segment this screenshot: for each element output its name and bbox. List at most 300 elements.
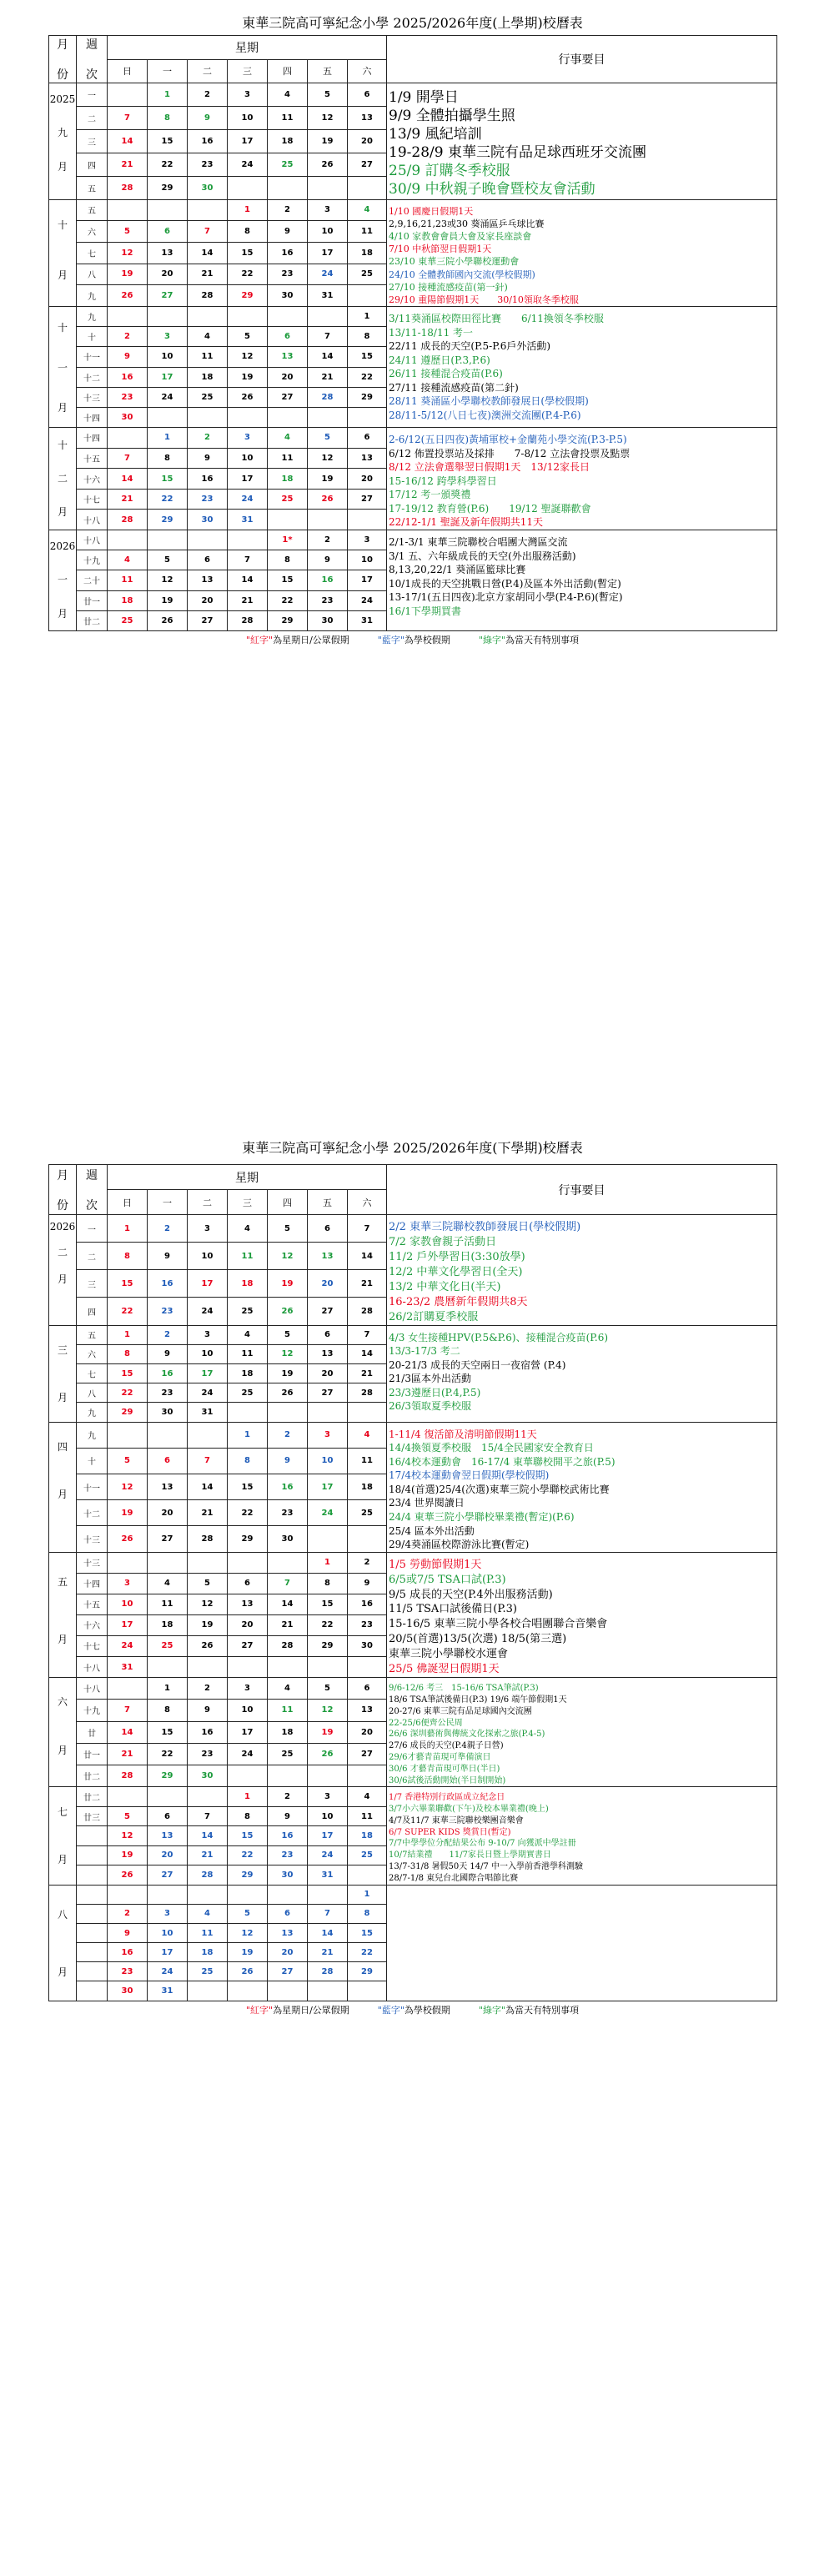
date-cell: 2: [188, 83, 228, 107]
date-cell: [348, 1526, 387, 1552]
week-row: [49, 1552, 777, 1573]
date-cell: 28: [188, 1865, 228, 1886]
date-cell: 17: [308, 242, 348, 264]
month-label-stack: [49, 530, 76, 630]
week-number: 三: [77, 1270, 108, 1298]
month-label: [49, 1422, 77, 1552]
color-legend: [48, 633, 776, 646]
date-cell: 7: [228, 550, 268, 570]
event-item: 30/6試後活動開始(半日制開始): [389, 1775, 506, 1785]
date-cell: 17: [228, 469, 268, 490]
month-label: [49, 1325, 77, 1422]
date-cell: 12: [188, 1594, 228, 1614]
date-cell: 7: [108, 1700, 148, 1721]
date-cell: 11: [188, 1923, 228, 1942]
event-item: 22/12-1/1 聖誕及新年假期共11天: [389, 516, 544, 529]
date-cell: 1: [108, 1215, 148, 1243]
date-cell: 14: [108, 1721, 148, 1743]
calendar-title: 東華三院高可寧紀念小學 2025/2026年度(下學期)校曆表: [242, 1140, 583, 1156]
month-label: [49, 1885, 77, 2001]
date-cell: 22: [348, 1943, 387, 1962]
date-cell: 6: [148, 1448, 188, 1474]
date-cell: 7: [108, 448, 148, 469]
date-cell: 24: [188, 1383, 228, 1403]
date-cell: 2: [268, 199, 308, 221]
month-label-stack: [49, 1678, 76, 1774]
date-cell: 14: [188, 242, 228, 264]
date-cell: [228, 176, 268, 199]
date-cell: 10: [228, 106, 268, 129]
month-label-part: 十: [57, 321, 68, 334]
date-cell: 22: [228, 264, 268, 285]
event-item: 26/2訂購夏季校服: [389, 1310, 479, 1323]
header-row: [49, 1165, 777, 1190]
date-cell: [308, 1403, 348, 1422]
event-item: 27/6 成長的天空(P.4親子日營): [389, 1741, 504, 1751]
week-number: 十七: [77, 1635, 108, 1656]
date-cell: 3: [188, 1325, 228, 1344]
date-cell: 22: [268, 590, 308, 610]
date-cell: 3: [308, 1787, 348, 1806]
event-item: 13/7-31/8 暑假50天 14/7 中一入學前香港學科測驗: [389, 1862, 584, 1872]
week-number: [77, 1885, 108, 1904]
event-item: 17/4校本運動會翌日假期(學校假期): [389, 1469, 550, 1482]
date-cell: 1: [148, 1678, 188, 1700]
date-cell: 1: [148, 83, 188, 107]
date-cell: 5: [228, 327, 268, 347]
date-cell: 2: [268, 1787, 308, 1806]
event-item: 29/10 重陽節假期1天 30/10領取冬季校服: [389, 294, 579, 305]
event-item: 27/11 接種流感疫苗(第二針): [389, 381, 519, 394]
date-cell: 25: [348, 264, 387, 285]
date-cell: 18: [268, 1721, 308, 1743]
weekday-header: 四: [268, 1190, 308, 1215]
date-cell: 27: [148, 1865, 188, 1886]
date-cell: [188, 1422, 228, 1448]
month-label-part: 五: [57, 1575, 68, 1588]
date-cell: 14: [188, 1826, 228, 1845]
event-item: 東華三院小學聯校水運會: [389, 1648, 509, 1661]
date-cell: 9: [108, 1923, 148, 1942]
week-number: 十三: [77, 1552, 108, 1573]
date-cell: 26: [308, 1743, 348, 1765]
date-cell: 7: [348, 1215, 387, 1243]
month-label-stack: [49, 1215, 76, 1292]
date-cell: 30: [188, 1765, 228, 1787]
week-header: 週 次: [77, 1165, 108, 1215]
date-cell: 26: [108, 1526, 148, 1552]
date-cell: [108, 83, 148, 107]
date-cell: [348, 1657, 387, 1678]
date-cell: 5: [188, 1573, 228, 1594]
date-cell: 27: [148, 285, 188, 307]
weekday-header: 日: [108, 59, 148, 83]
legend-green-mark: "綠字": [478, 635, 506, 645]
date-cell: 4: [188, 1904, 228, 1923]
date-cell: 24: [228, 1743, 268, 1765]
date-cell: 17: [228, 1721, 268, 1743]
weekday-header: 一: [148, 1190, 188, 1215]
date-cell: [228, 307, 268, 327]
header-row: [49, 36, 777, 60]
date-cell: 25: [188, 1962, 228, 1981]
week-row: [49, 1422, 777, 1448]
date-cell: [108, 428, 148, 449]
date-cell: 5: [108, 1806, 148, 1825]
date-cell: [268, 307, 308, 327]
month-label-stack: [49, 1326, 76, 1422]
date-cell: [308, 1765, 348, 1787]
date-cell: 2: [308, 530, 348, 550]
date-cell: 23: [348, 1614, 387, 1635]
date-cell: 12: [108, 1474, 148, 1499]
date-cell: 28: [188, 1526, 228, 1552]
date-cell: 25: [108, 610, 148, 630]
date-cell: 7: [268, 1573, 308, 1594]
event-item: 1/10 國慶日假期1天: [389, 205, 474, 217]
date-cell: 25: [228, 1383, 268, 1403]
week-number: 五: [77, 176, 108, 199]
date-cell: 11: [348, 1448, 387, 1474]
month-label: [49, 1215, 77, 1326]
date-cell: 8: [228, 1806, 268, 1825]
date-cell: 29: [348, 1962, 387, 1981]
date-cell: 30: [148, 1403, 188, 1422]
date-cell: 12: [228, 347, 268, 367]
date-cell: 28: [108, 176, 148, 199]
month-events: [387, 83, 777, 200]
date-cell: 9: [348, 1573, 387, 1594]
date-cell: 22: [228, 1845, 268, 1865]
date-cell: 27: [308, 1383, 348, 1403]
date-cell: 14: [228, 570, 268, 590]
date-cell: 19: [108, 264, 148, 285]
event-item: 2,9,16,21,23或30 葵涌區乒乓球比賽: [389, 218, 545, 229]
date-cell: [148, 307, 188, 327]
legend-red-text: 為星期日/公眾假期: [273, 635, 349, 645]
date-cell: [308, 1981, 348, 2001]
month-label-part: 月: [57, 161, 68, 173]
calendar-table: [48, 1164, 777, 2001]
date-cell: 18: [188, 1943, 228, 1962]
date-cell: 2: [108, 327, 148, 347]
week-number: 十六: [77, 469, 108, 490]
month-label-stack: [49, 428, 76, 528]
date-cell: 30: [108, 407, 148, 427]
event-item: 16/1下學期買書: [389, 605, 461, 617]
week-number: 十五: [77, 1594, 108, 1614]
date-cell: 25: [268, 489, 308, 510]
week-number: [77, 1904, 108, 1923]
date-cell: 9: [108, 347, 148, 367]
date-cell: 23: [268, 1500, 308, 1526]
date-cell: 3: [148, 327, 188, 347]
date-cell: 1: [108, 1325, 148, 1344]
date-cell: 8: [108, 1344, 148, 1363]
month-events: [387, 1885, 777, 2001]
date-cell: 15: [228, 242, 268, 264]
event-item: 11/2 戶外學習日(3:30放學): [389, 1250, 525, 1263]
color-legend: [48, 2003, 776, 2016]
date-cell: 31: [348, 610, 387, 630]
date-cell: 14: [348, 1344, 387, 1363]
date-cell: [268, 407, 308, 427]
date-cell: 14: [308, 347, 348, 367]
week-number: 廿: [77, 1721, 108, 1743]
date-cell: [228, 530, 268, 550]
date-cell: [268, 1885, 308, 1904]
week-row: [49, 1678, 777, 1700]
date-cell: 30: [268, 1865, 308, 1886]
event-item: 10/7結業禮 11/7家長日暨上學期實書日: [389, 1850, 551, 1860]
weekday-group-header: 星期: [108, 36, 387, 60]
event-item: 2/2 東華三院聯校教師發展日(學校假期): [389, 1221, 581, 1233]
event-item: 13/3-17/3 考二: [389, 1345, 460, 1358]
date-cell: [188, 199, 228, 221]
week-number: 十七: [77, 489, 108, 510]
event-item: 2/1-3/1 東華三院聯校合唱團大灣區交流: [389, 536, 568, 548]
date-cell: 20: [308, 1363, 348, 1383]
date-cell: 19: [308, 469, 348, 490]
week-number: 九: [77, 1422, 108, 1448]
legend-red-mark: "紅字": [245, 635, 274, 645]
date-cell: 19: [228, 1943, 268, 1962]
date-cell: 13: [148, 242, 188, 264]
date-cell: 28: [108, 510, 148, 530]
date-cell: 31: [308, 1865, 348, 1886]
date-cell: 8: [228, 1448, 268, 1474]
event-item: 7/2 家教會親子活動日: [389, 1235, 497, 1248]
date-cell: 10: [188, 1243, 228, 1270]
event-item: 16-23/2 農曆新年假期共8天: [389, 1295, 528, 1308]
month-label-stack: [49, 1787, 76, 1883]
month-events: [387, 1787, 777, 1885]
date-cell: 9: [148, 1344, 188, 1363]
date-cell: 3: [308, 199, 348, 221]
event-item: 28/11 葵涌區小學聯校教師發展日(學校假期): [389, 395, 589, 408]
date-cell: 29: [308, 1635, 348, 1656]
date-cell: 10: [148, 347, 188, 367]
weekday-header: 二: [188, 1190, 228, 1215]
date-cell: [148, 407, 188, 427]
event-item: 28/7-1/8 東兒台北國際合唱節比賽: [389, 1873, 519, 1883]
date-cell: 19: [308, 1721, 348, 1743]
date-cell: 4: [348, 1787, 387, 1806]
week-number: 十一: [77, 1474, 108, 1499]
month-label-part: 十: [57, 219, 68, 232]
date-cell: [188, 407, 228, 427]
date-cell: 26: [228, 1962, 268, 1981]
date-cell: 10: [188, 1344, 228, 1363]
event-item: 15-16/12 跨學科學習日: [389, 475, 497, 487]
date-cell: 11: [268, 1700, 308, 1721]
week-number: 四: [77, 1298, 108, 1325]
date-cell: 24: [188, 1298, 228, 1325]
month-label-part: 二: [57, 1246, 68, 1258]
date-cell: 20: [188, 590, 228, 610]
event-item: 3/7小六畢業聯歡(下午)及校本畢業禮(晚上): [389, 1805, 549, 1815]
date-cell: 11: [108, 570, 148, 590]
date-cell: 16: [268, 1474, 308, 1499]
date-cell: 15: [268, 570, 308, 590]
date-cell: 6: [348, 83, 387, 107]
month-label: [49, 530, 77, 631]
date-cell: 30: [188, 176, 228, 199]
date-cell: [348, 1981, 387, 2001]
date-cell: 22: [148, 1743, 188, 1765]
date-cell: 1: [348, 307, 387, 327]
week-number: 十九: [77, 550, 108, 570]
date-cell: 21: [348, 1270, 387, 1298]
date-cell: 12: [268, 1243, 308, 1270]
date-cell: 9: [268, 1448, 308, 1474]
date-cell: 3: [188, 1215, 228, 1243]
date-cell: 1: [228, 1787, 268, 1806]
date-cell: 3: [308, 1422, 348, 1448]
date-cell: 18: [268, 469, 308, 490]
date-cell: 14: [108, 129, 148, 153]
date-cell: [308, 407, 348, 427]
date-cell: 7: [308, 1904, 348, 1923]
week-number: 廿三: [77, 1806, 108, 1825]
date-cell: 20: [148, 1500, 188, 1526]
date-cell: [348, 285, 387, 307]
week-row: [49, 307, 777, 327]
date-cell: 11: [228, 1243, 268, 1270]
month-label-part: 六: [57, 1696, 68, 1709]
weekday-header: 二: [188, 59, 228, 83]
month-label-stack: [49, 1886, 76, 2001]
weekday-header: 三: [228, 1190, 268, 1215]
event-item: 2-6/12(五日四夜)黃埔軍校+金蘭苑小學交流(P.3-P.5): [389, 434, 627, 446]
month-label-part: 月: [57, 269, 68, 282]
month-label-part: 十: [57, 439, 68, 451]
date-cell: 8: [108, 1243, 148, 1270]
week-number: [77, 1845, 108, 1865]
date-cell: 13: [268, 347, 308, 367]
month-label-stack: [49, 307, 76, 427]
date-cell: 10: [148, 1923, 188, 1942]
week-number: 七: [77, 1363, 108, 1383]
date-cell: 4: [228, 1215, 268, 1243]
date-cell: 5: [268, 1215, 308, 1243]
week-number: 廿二: [77, 1787, 108, 1806]
event-item: 14/4換領夏季校服 15/4全民國家安全教育日: [389, 1442, 594, 1454]
date-cell: [268, 176, 308, 199]
date-cell: 15: [308, 1594, 348, 1614]
month-label-part: 2025: [49, 93, 76, 105]
week-number: 八: [77, 264, 108, 285]
date-cell: 6: [148, 221, 188, 243]
date-cell: 17: [188, 1363, 228, 1383]
date-cell: 2: [108, 1904, 148, 1923]
week-number: 十六: [77, 1614, 108, 1635]
event-item: 13/2 中華文化日(半天): [389, 1280, 501, 1293]
date-cell: 26: [228, 387, 268, 407]
legend-red-mark: "紅字": [245, 2004, 274, 2016]
event-item: 24/10 全體教師國內交流(學校假期): [389, 269, 535, 280]
event-item: 20-27/6 東華三院有品足球國內交流團: [389, 1706, 532, 1716]
month-events: [387, 1552, 777, 1678]
date-cell: [268, 1403, 308, 1422]
date-cell: [308, 1526, 348, 1552]
week-number: 四: [77, 153, 108, 176]
date-cell: 8: [308, 1573, 348, 1594]
event-item: 4/7及11/7 東華三院聯校樂團音樂會: [389, 1815, 524, 1825]
date-cell: 16: [188, 129, 228, 153]
month-label-part: 月: [57, 1273, 68, 1285]
event-item: 11/5 TSA口試後備日(P.3): [389, 1603, 517, 1616]
calendar-table: [48, 35, 777, 631]
event-item: 20/5(首選)13/5(次選) 18/5(第三選): [389, 1633, 567, 1646]
date-cell: 4: [228, 1325, 268, 1344]
month-events: [387, 1325, 777, 1422]
month-events: [387, 1215, 777, 1326]
date-cell: 27: [348, 1743, 387, 1765]
week-row: [49, 1215, 777, 1243]
week-number: [77, 1826, 108, 1845]
date-cell: 20: [268, 1943, 308, 1962]
date-cell: 1: [348, 1885, 387, 1904]
month-header: 月 份: [49, 36, 77, 83]
month-events: [387, 530, 777, 631]
date-cell: [348, 510, 387, 530]
date-cell: 21: [308, 367, 348, 387]
month-label-part: 月: [57, 1854, 68, 1866]
date-cell: 23: [188, 489, 228, 510]
event-item: 29/4葵涌區校際游泳比賽(暫定): [389, 1539, 530, 1551]
date-cell: 29: [228, 1526, 268, 1552]
month-events: [387, 199, 777, 307]
date-cell: 25: [268, 1743, 308, 1765]
date-cell: 29: [148, 510, 188, 530]
week-number: 九: [77, 285, 108, 307]
event-item: 26/6 深圳藝術與傳統文化探索之旅(P.4-5): [389, 1730, 545, 1740]
date-cell: 26: [108, 285, 148, 307]
date-cell: 8: [348, 1904, 387, 1923]
date-cell: 10: [108, 1594, 148, 1614]
date-cell: 17: [148, 1943, 188, 1962]
date-cell: 20: [348, 1721, 387, 1743]
month-label-part: 三: [57, 1343, 68, 1356]
week-number: 六: [77, 1344, 108, 1363]
date-cell: [108, 1422, 148, 1448]
date-cell: 7: [188, 221, 228, 243]
week-number: 十八: [77, 510, 108, 530]
event-item: 6/5或7/5 TSA口試(P.3): [389, 1573, 506, 1586]
event-item: 3/11葵涌區校際田徑比賽 6/11換領冬季校服: [389, 313, 604, 325]
date-cell: [108, 530, 148, 550]
event-item: 24/4 東華三院小學聯校畢業禮(暫定)(P.6): [389, 1510, 575, 1523]
week-number: 一: [77, 83, 108, 107]
date-cell: 2: [148, 1215, 188, 1243]
date-cell: 22: [108, 1383, 148, 1403]
date-cell: 23: [268, 1845, 308, 1865]
weekday-header: 五: [308, 1190, 348, 1215]
week-number: 十四: [77, 1573, 108, 1594]
date-cell: 24: [308, 1845, 348, 1865]
date-cell: 7: [188, 1806, 228, 1825]
date-cell: 8: [148, 1700, 188, 1721]
date-cell: 20: [268, 367, 308, 387]
date-cell: 15: [108, 1363, 148, 1383]
date-cell: [228, 1552, 268, 1573]
event-item: 3/1 五、六年級成長的天空(外出服務活動): [389, 550, 576, 562]
date-cell: 28: [188, 285, 228, 307]
legend-green-text: 為當天有特別事項: [505, 2004, 580, 2016]
date-cell: [228, 1403, 268, 1422]
date-cell: 22: [228, 1500, 268, 1526]
